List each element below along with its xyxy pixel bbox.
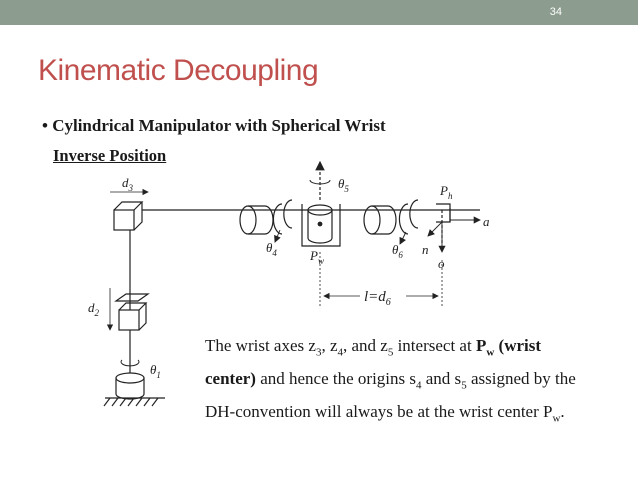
wrist-explanation: The wrist axes $z_3$, $z_4$, and $z_5$ intersect at $P_w$ (wrist center) and hence the origins $s_4$ and $s_5$ assigned by the DH-convention will always be at the wrist center $P_w$. bbox=[205, 336, 576, 425]
label-theta6: $\theta_6$ bbox=[392, 242, 403, 260]
label-pw: $P_w$ bbox=[310, 248, 324, 266]
wrist-joint-4 bbox=[240, 200, 292, 234]
label-d2: $d_2$ bbox=[88, 300, 99, 318]
header-bar bbox=[0, 0, 638, 25]
label-theta1: $\theta_1$ bbox=[150, 362, 161, 380]
label-n: n bbox=[422, 242, 429, 257]
prismatic-joint-d3 bbox=[114, 202, 142, 230]
bullet-point: • Cylindrical Manipulator with Spherical Wrist bbox=[42, 116, 386, 135]
label-a: a bbox=[483, 214, 490, 229]
bullet-text: Cylindrical Manipulator with Spherical Wrist bbox=[52, 116, 386, 135]
slide-number: 34 bbox=[549, 6, 562, 18]
label-theta5: $\theta_5$ bbox=[338, 176, 349, 194]
wrist-center-term: (wrist center) bbox=[205, 336, 542, 388]
subheading: Inverse Position bbox=[53, 146, 167, 165]
wrist-joint-6 bbox=[364, 200, 418, 234]
slide-title: Kinematic Decoupling bbox=[38, 54, 319, 87]
label-theta4: $\theta_4$ bbox=[266, 240, 277, 258]
label-ph: $P_h$ bbox=[440, 183, 453, 201]
label-o: o bbox=[438, 256, 445, 271]
label-l-d6: $l=d_6$ bbox=[364, 289, 391, 308]
base-cylinder bbox=[116, 373, 144, 399]
label-d3: $d_3$ bbox=[122, 175, 133, 193]
prismatic-joint-d2 bbox=[116, 294, 148, 330]
